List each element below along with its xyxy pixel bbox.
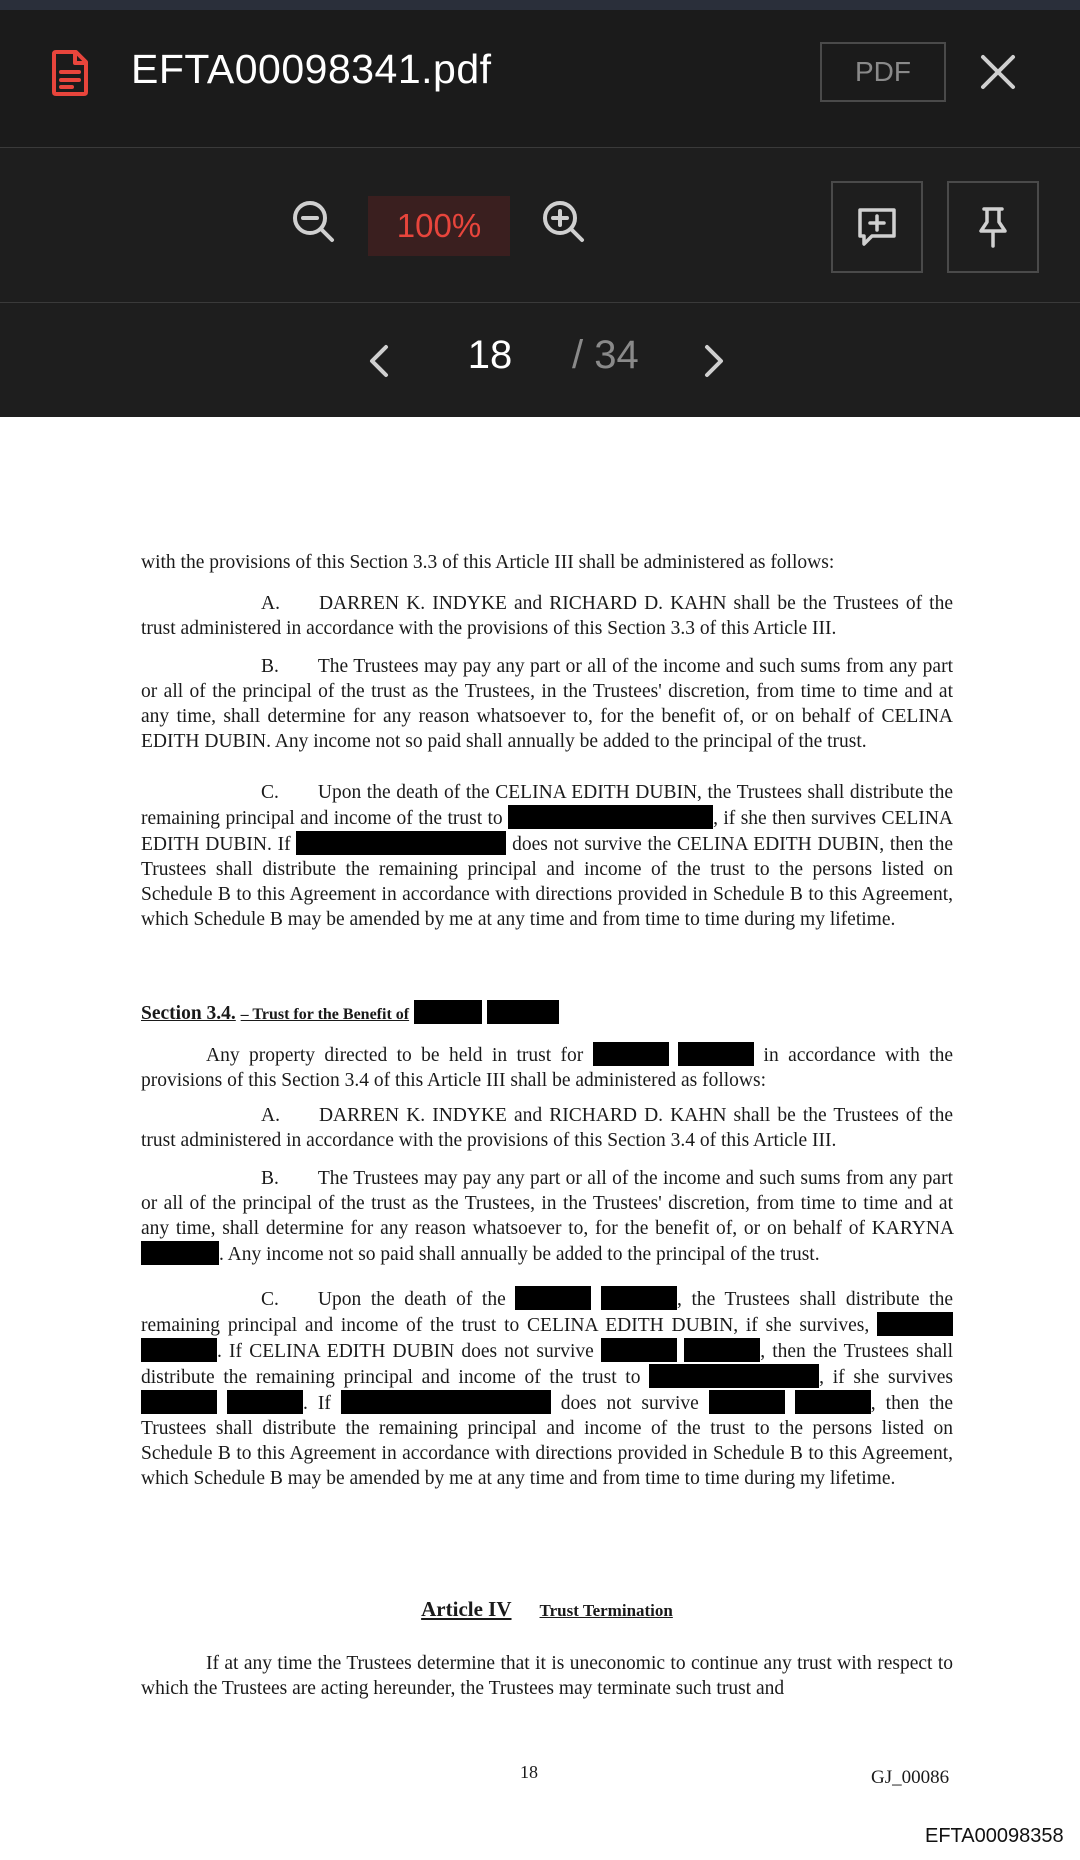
file-document-icon (50, 50, 90, 96)
paragraph-text: , the Trustees shall distribute the remaining principal and income of the trust to CELINA EDITH DUBIN, if she survives, (141, 1289, 954, 1336)
current-page-input[interactable]: 18 (467, 333, 513, 377)
paragraph-text: If at any time the Trustees determine that it is uneconomic to continue any trust with respect to which the Trustees are acting hereunder, the Trustees may terminate such trust and (141, 1653, 953, 1699)
paragraph-text: with the provisions of this Section 3.3 of this Article III shall be administered as follows: (141, 552, 835, 573)
redaction-block (487, 1000, 559, 1024)
chevron-left-icon[interactable] (360, 341, 400, 381)
zoom-in-icon[interactable] (540, 198, 586, 244)
paragraph-text: B. The Trustees may pay any part or all of the income and such sums from any part or all of the principal of the trust as the Trustees, in the Trustees' discretion, from time to time and at any time, shall determine for any reason whatsoever to, for the benefit of, or on behalf of KARYNA (141, 1168, 953, 1239)
redaction-block (709, 1390, 785, 1414)
paragraph-text: , then the Trustees shall distribute the remaining principal and income of the trust to the persons listed on Schedule B to this Agreement in accordance with directions provided in Schedule B to this Agreement, which Schedule B may be amended by me at any time and from time to time during my lifetime. (141, 1393, 954, 1489)
close-icon[interactable] (974, 48, 1022, 96)
window-top-edge (0, 0, 1080, 10)
chevron-right-icon[interactable] (693, 341, 733, 381)
paragraph-text: . If CELINA EDITH DUBIN does not survive (217, 1341, 594, 1362)
section-title: Section 3.4. (141, 1003, 236, 1024)
zoom-toolbar (0, 148, 1080, 303)
paragraph-3-3-b (141, 654, 953, 754)
page-navigation-bar (0, 303, 1080, 417)
redaction-block (795, 1390, 871, 1414)
redaction-block (341, 1390, 551, 1414)
pin-button[interactable] (947, 181, 1039, 273)
paragraph-text: , if she survives (819, 1367, 953, 1388)
redaction-block (141, 1338, 217, 1362)
redaction-block (684, 1338, 760, 1362)
redaction-block (508, 805, 713, 829)
paragraph-text: Any property directed to be held in trust for (206, 1045, 584, 1066)
total-pages: / 34 (572, 333, 639, 377)
zoom-out-icon[interactable] (290, 198, 336, 244)
redaction-block (877, 1312, 953, 1336)
add-comment-icon (854, 204, 900, 250)
redaction-block (227, 1390, 303, 1414)
paragraph-text: C. Upon the death of the CELINA EDITH DUBIN, the Trustees shall distribute the remaining principal and income of the trust to (141, 782, 953, 829)
add-comment-button[interactable] (831, 181, 923, 273)
paragraph-text: , if she then survives CELINA EDITH DUBIN. If (141, 808, 953, 855)
paragraph-text: does not survive (560, 1393, 699, 1414)
paragraph-text: A. DARREN K. INDYKE and RICHARD D. KAHN shall be the Trustees of the trust administered in accordance with the provisions of this Section 3.3 of this Article III. (141, 593, 953, 639)
file-name-title: EFTA00098341.pdf (131, 46, 492, 92)
paragraph-text: . If (302, 1393, 331, 1414)
redaction-block (678, 1042, 754, 1066)
paragraph-text: . Any income not so paid shall annually be added to the principal of the trust. (219, 1244, 820, 1265)
zoom-level-display[interactable]: 100% (368, 196, 510, 256)
paragraph-3-3-a (141, 591, 953, 641)
paragraph-text: in accordance with the provisions of this Section 3.4 of this Article III shall be administered as follows: (141, 1045, 954, 1091)
paragraph-3-4-b (141, 1166, 953, 1267)
redaction-block (593, 1042, 669, 1066)
paragraph-3-3-c (141, 780, 953, 932)
paragraph-text: , then the Trustees shall distribute the remaining principal and income of the trust to (141, 1341, 954, 1388)
paragraph-text: B. The Trustees may pay any part or all of the income and such sums from any part or all of the principal of the trust as the Trustees, in the Trustees' discretion, from time to time and at any time, shall determine for any reason whatsoever to, for the benefit of, or on behalf of CELINA EDITH DUBIN. Any income not so paid shall annually be added to the principal of the trust. (141, 656, 953, 752)
redaction-block (515, 1286, 591, 1310)
redaction-block (414, 1000, 482, 1024)
bates-number-efta: EFTA00098358 (925, 1825, 1064, 1847)
article-title: Article IV (421, 1597, 512, 1621)
page-footer-number: 18 (520, 1762, 538, 1782)
paragraph-intro (141, 550, 953, 575)
paragraph-3-4-a (141, 1103, 953, 1153)
paragraph-3-4-intro (141, 1042, 953, 1093)
viewer-title-bar (0, 10, 1080, 148)
paragraph-text: does not survive the CELINA EDITH DUBIN, then the Trustees shall distribute the remaining principal and income of the trust to the persons listed on Schedule B to this Agreement in accordance with directions provided in Schedule B to this Agreement, which Schedule B may be amended by me at any time and from time to time during my lifetime. (141, 834, 954, 930)
redaction-block (296, 831, 506, 855)
document-page (0, 417, 1080, 1860)
pin-icon (970, 204, 1016, 250)
redaction-block (601, 1338, 677, 1362)
paragraph-3-4-c (141, 1286, 953, 1491)
bates-number-gj: GJ_00086 (871, 1767, 950, 1788)
redaction-block (141, 1390, 217, 1414)
paragraph-article-iv (141, 1651, 953, 1701)
section-3-4-heading (141, 1000, 953, 1027)
article-iv-heading (141, 1597, 953, 1622)
paragraph-text: A. DARREN K. INDYKE and RICHARD D. KAHN shall be the Trustees of the trust administered in accordance with the provisions of this Section 3.4 of this Article III. (141, 1105, 953, 1151)
redaction-block (649, 1364, 819, 1388)
redaction-block (601, 1286, 677, 1310)
section-subtitle: – Trust for the Benefit of (240, 1006, 410, 1023)
redaction-block (141, 1241, 219, 1265)
pdf-format-badge[interactable]: PDF (820, 42, 946, 102)
paragraph-text: C. Upon the death of the (261, 1289, 506, 1310)
article-subtitle: Trust Termination (539, 1601, 673, 1620)
